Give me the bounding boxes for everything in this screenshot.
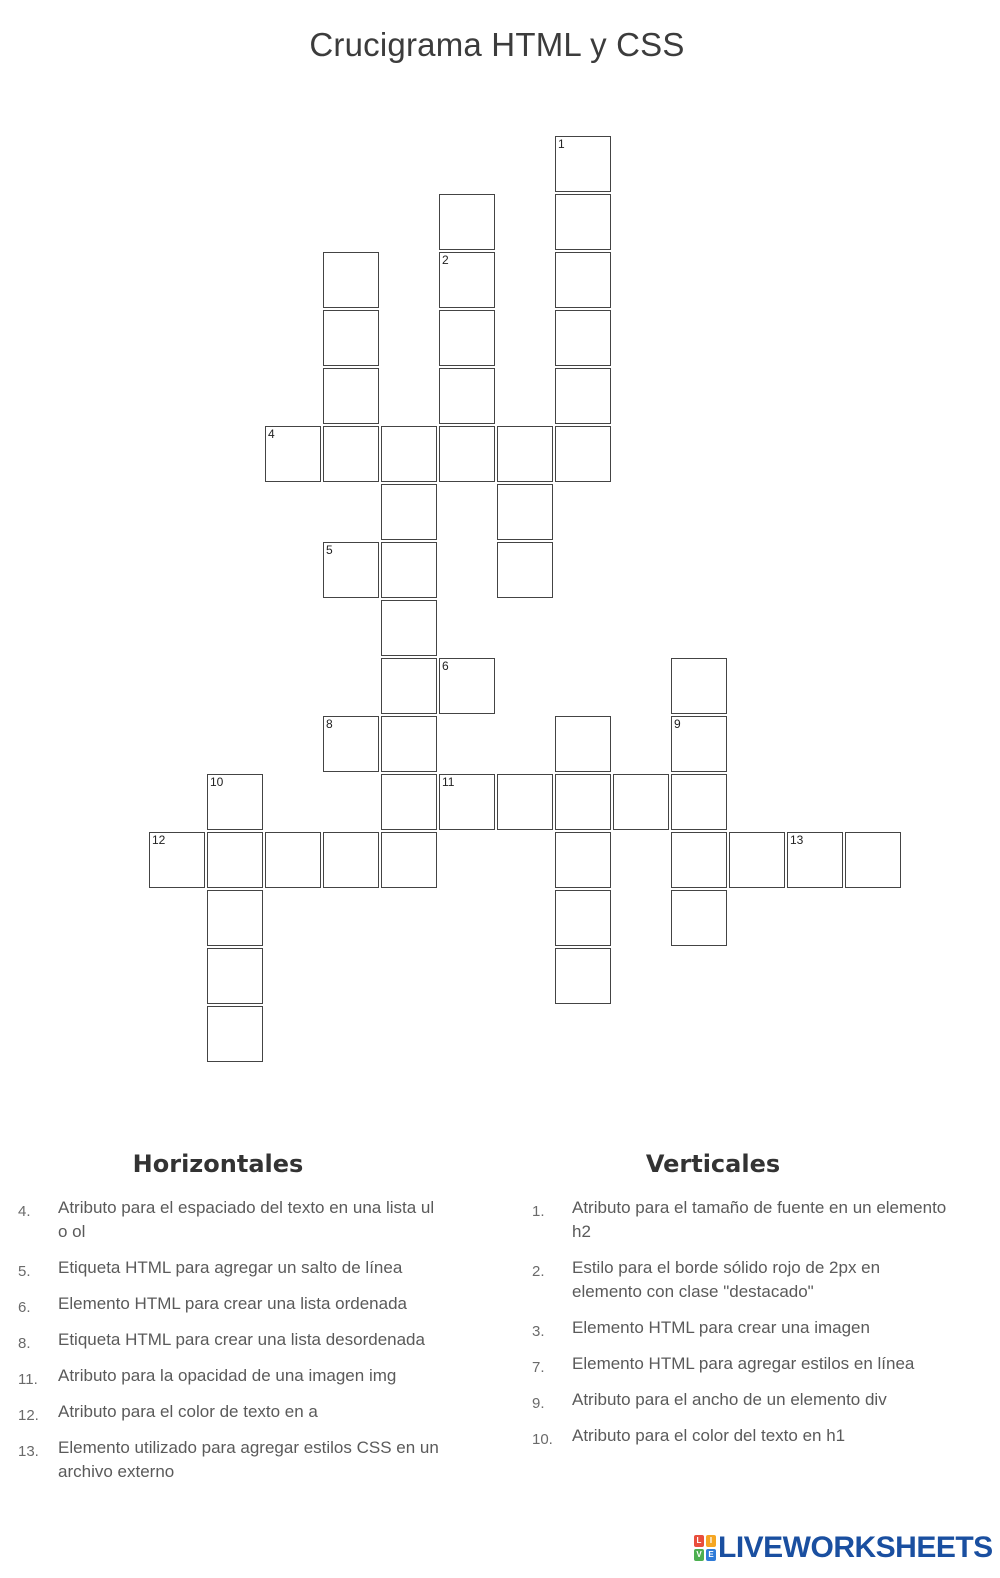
letter-input[interactable] [440,253,494,307]
crossword-cell[interactable] [555,136,611,192]
crossword-cell[interactable] [323,368,379,424]
clue-text-line: Estilo para el borde sólido rojo de 2px en [572,1258,881,1277]
crossword-cell[interactable] [671,716,727,772]
letter-input[interactable] [730,833,784,887]
crossword-cell[interactable] [381,542,437,598]
clue-number: 11 [442,775,455,789]
clue-text-line: Elemento HTML para crear una imagen [572,1318,870,1337]
crossword-cell[interactable] [555,890,611,946]
clue-text-line: archivo externo [58,1462,175,1481]
clue-number: 6 [442,659,449,673]
letter-input[interactable] [498,775,552,829]
letter-input[interactable] [672,775,726,829]
clue-number-label: 11. [18,1371,38,1388]
clue-text-line: Etiqueta HTML para crear una lista desordenada [58,1330,425,1349]
clue-text [58,1196,468,1244]
crossword-cell[interactable] [381,774,437,830]
clue-text-line: Elemento HTML para crear una lista ordenada [58,1294,407,1313]
clue-text [58,1364,468,1388]
letter-input[interactable] [556,195,610,249]
clue-text-line: Etiqueta HTML para agregar un salto de línea [58,1258,403,1277]
clue-text [572,1352,982,1376]
letter-input[interactable] [440,659,494,713]
letter-input[interactable] [556,717,610,771]
clue-number: 8 [326,717,333,731]
clue-number-label: 5. [18,1263,31,1280]
letter-input[interactable] [382,833,436,887]
clue-number: 4 [268,427,275,441]
clue-text [58,1256,468,1280]
crossword-cell[interactable] [555,426,611,482]
clue-number-label: 8. [18,1335,31,1352]
crossword-cell[interactable] [671,890,727,946]
letter-input[interactable] [324,543,378,597]
crossword-cell[interactable] [323,426,379,482]
letter-input[interactable] [556,833,610,887]
clue-number-label: 3. [532,1323,545,1340]
crossword-cell[interactable] [439,426,495,482]
logo-mark-icon [694,1535,716,1561]
crossword-cell[interactable] [323,252,379,308]
letter-input[interactable] [324,833,378,887]
letter-input[interactable] [382,543,436,597]
clue-text-line: Elemento utilizado para agregar estilos CSS en un [58,1438,439,1457]
crossword-cell[interactable] [323,310,379,366]
letter-input[interactable] [208,949,262,1003]
crossword-cell[interactable] [439,194,495,250]
letter-input[interactable] [440,369,494,423]
crossword-cell[interactable] [439,252,495,308]
clue-text [572,1256,982,1304]
verticales-heading: Verticales [645,1150,781,1178]
letter-input[interactable] [382,485,436,539]
clue-number-label: 4. [18,1203,31,1220]
crossword-cell[interactable] [555,310,611,366]
crossword-cell[interactable] [555,368,611,424]
clue-number-label: 10. [532,1431,553,1448]
crossword-cell[interactable] [671,658,727,714]
crossword-cell[interactable] [555,832,611,888]
letter-input[interactable] [556,891,610,945]
letter-input[interactable] [150,833,204,887]
letter-input[interactable] [382,717,436,771]
letter-input[interactable] [208,833,262,887]
horizontales-heading: Horizontales [132,1150,304,1178]
clue-text [58,1292,468,1316]
logo-mark-letter: L [694,1535,704,1547]
clue-number-label: 13. [18,1443,39,1460]
clue-text [572,1388,982,1412]
clue-number: 13 [790,833,804,847]
crossword-cell[interactable] [555,774,611,830]
letter-input[interactable] [208,1007,262,1061]
crossword-cell[interactable] [381,600,437,656]
letter-input[interactable] [556,369,610,423]
letter-input[interactable] [382,775,436,829]
crossword-cell[interactable] [207,832,263,888]
letter-input[interactable] [556,775,610,829]
clue-text [572,1316,982,1340]
clue-number: 5 [326,543,333,557]
letter-input[interactable] [440,427,494,481]
letter-input[interactable] [556,137,610,191]
letter-input[interactable] [498,427,552,481]
crossword-cell[interactable] [207,774,263,830]
clue-number-label: 1. [532,1203,545,1220]
crossword-cell[interactable] [265,832,321,888]
letter-input[interactable] [324,717,378,771]
letter-input[interactable] [672,891,726,945]
letter-input[interactable] [788,833,842,887]
clue-text [58,1328,468,1352]
letter-input[interactable] [672,659,726,713]
crossword-cell[interactable] [381,658,437,714]
clue-text-line: Atributo para el color del texto en h1 [572,1426,846,1445]
letter-input[interactable] [324,311,378,365]
logo-mark-letter: I [706,1535,716,1547]
letter-input[interactable] [440,775,494,829]
letter-input[interactable] [498,485,552,539]
letter-input[interactable] [846,833,900,887]
letter-input[interactable] [382,659,436,713]
crossword-cell[interactable] [381,426,437,482]
clue-text-line: Atributo para el color de texto en a [58,1402,318,1421]
crossword-cell[interactable] [381,716,437,772]
crossword-cell[interactable] [555,252,611,308]
letter-input[interactable] [382,427,436,481]
liveworksheets-logo[interactable] [694,1532,993,1564]
crossword-cell[interactable] [613,774,669,830]
letter-input[interactable] [672,717,726,771]
crossword-cell[interactable] [497,484,553,540]
letter-input[interactable] [498,543,552,597]
crossword-cell[interactable] [381,484,437,540]
crossword-cell[interactable] [729,832,785,888]
clue-text-line: Atributo para el ancho de un elemento div [572,1390,887,1409]
crossword-cell[interactable] [323,542,379,598]
logo-mark-letter: V [694,1549,704,1561]
clue-text-line: elemento con clase "destacado" [572,1282,814,1301]
crossword-cell[interactable] [671,832,727,888]
crossword-cell[interactable] [439,658,495,714]
clue-number: 2 [442,253,449,267]
clue-text-line: Atributo para la opacidad de una imagen img [58,1366,397,1385]
letter-input[interactable] [324,369,378,423]
crossword-cell[interactable] [497,426,553,482]
crossword-cell[interactable] [207,1006,263,1062]
letter-input[interactable] [614,775,668,829]
letter-input[interactable] [556,949,610,1003]
crossword-cell[interactable] [439,774,495,830]
clue-number: 9 [674,717,681,731]
crossword-cell[interactable] [671,774,727,830]
letter-input[interactable] [672,833,726,887]
crossword-cell[interactable] [439,368,495,424]
crossword-cell[interactable] [323,716,379,772]
crossword-cell[interactable] [381,832,437,888]
letter-input[interactable] [208,891,262,945]
crossword-cell[interactable] [323,832,379,888]
letter-input[interactable] [440,195,494,249]
crossword-cell[interactable] [555,716,611,772]
crossword-cell[interactable] [207,948,263,1004]
clue-number: 12 [152,833,166,847]
letter-input[interactable] [440,311,494,365]
clue-text-line: h2 [572,1222,591,1241]
clue-text [58,1436,468,1484]
clue-text [58,1400,468,1424]
crossword-cell[interactable] [787,832,843,888]
crossword-cell[interactable] [497,774,553,830]
logo-mark-letter: E [706,1549,716,1561]
clue-text-line: Atributo para el espaciado del texto en una lista ul [58,1198,435,1217]
letter-input[interactable] [382,601,436,655]
letter-input[interactable] [266,833,320,887]
clue-number-label: 2. [532,1263,545,1280]
clue-text [572,1424,982,1448]
clue-text-line: Elemento HTML para agregar estilos en línea [572,1354,915,1373]
clue-text-line: Atributo para el tamaño de fuente en un elemento [572,1198,947,1217]
clue-text-line: o ol [58,1222,86,1241]
logo-text: LIVEWORKSHEETS [718,1531,993,1564]
letter-input[interactable] [556,311,610,365]
crossword-cell[interactable] [845,832,901,888]
clue-number-label: 6. [18,1299,31,1316]
clue-number: 10 [210,775,224,789]
crossword-cell[interactable] [207,890,263,946]
clue-number: 1 [558,137,565,151]
crossword-cell[interactable] [555,194,611,250]
letter-input[interactable] [324,253,378,307]
letter-input[interactable] [556,253,610,307]
clue-text [572,1196,982,1244]
clue-number-label: 12. [18,1407,39,1424]
letter-input[interactable] [556,427,610,481]
clue-number-label: 7. [532,1359,545,1376]
letter-input[interactable] [266,427,320,481]
crossword-cell[interactable] [497,542,553,598]
crossword-cell[interactable] [149,832,205,888]
clue-number-label: 9. [532,1395,545,1412]
crossword-cell[interactable] [439,310,495,366]
page-title: Crucigrama HTML y CSS [309,26,685,63]
crossword-cell[interactable] [555,948,611,1004]
letter-input[interactable] [324,427,378,481]
letter-input[interactable] [208,775,262,829]
crossword-cell[interactable] [265,426,321,482]
